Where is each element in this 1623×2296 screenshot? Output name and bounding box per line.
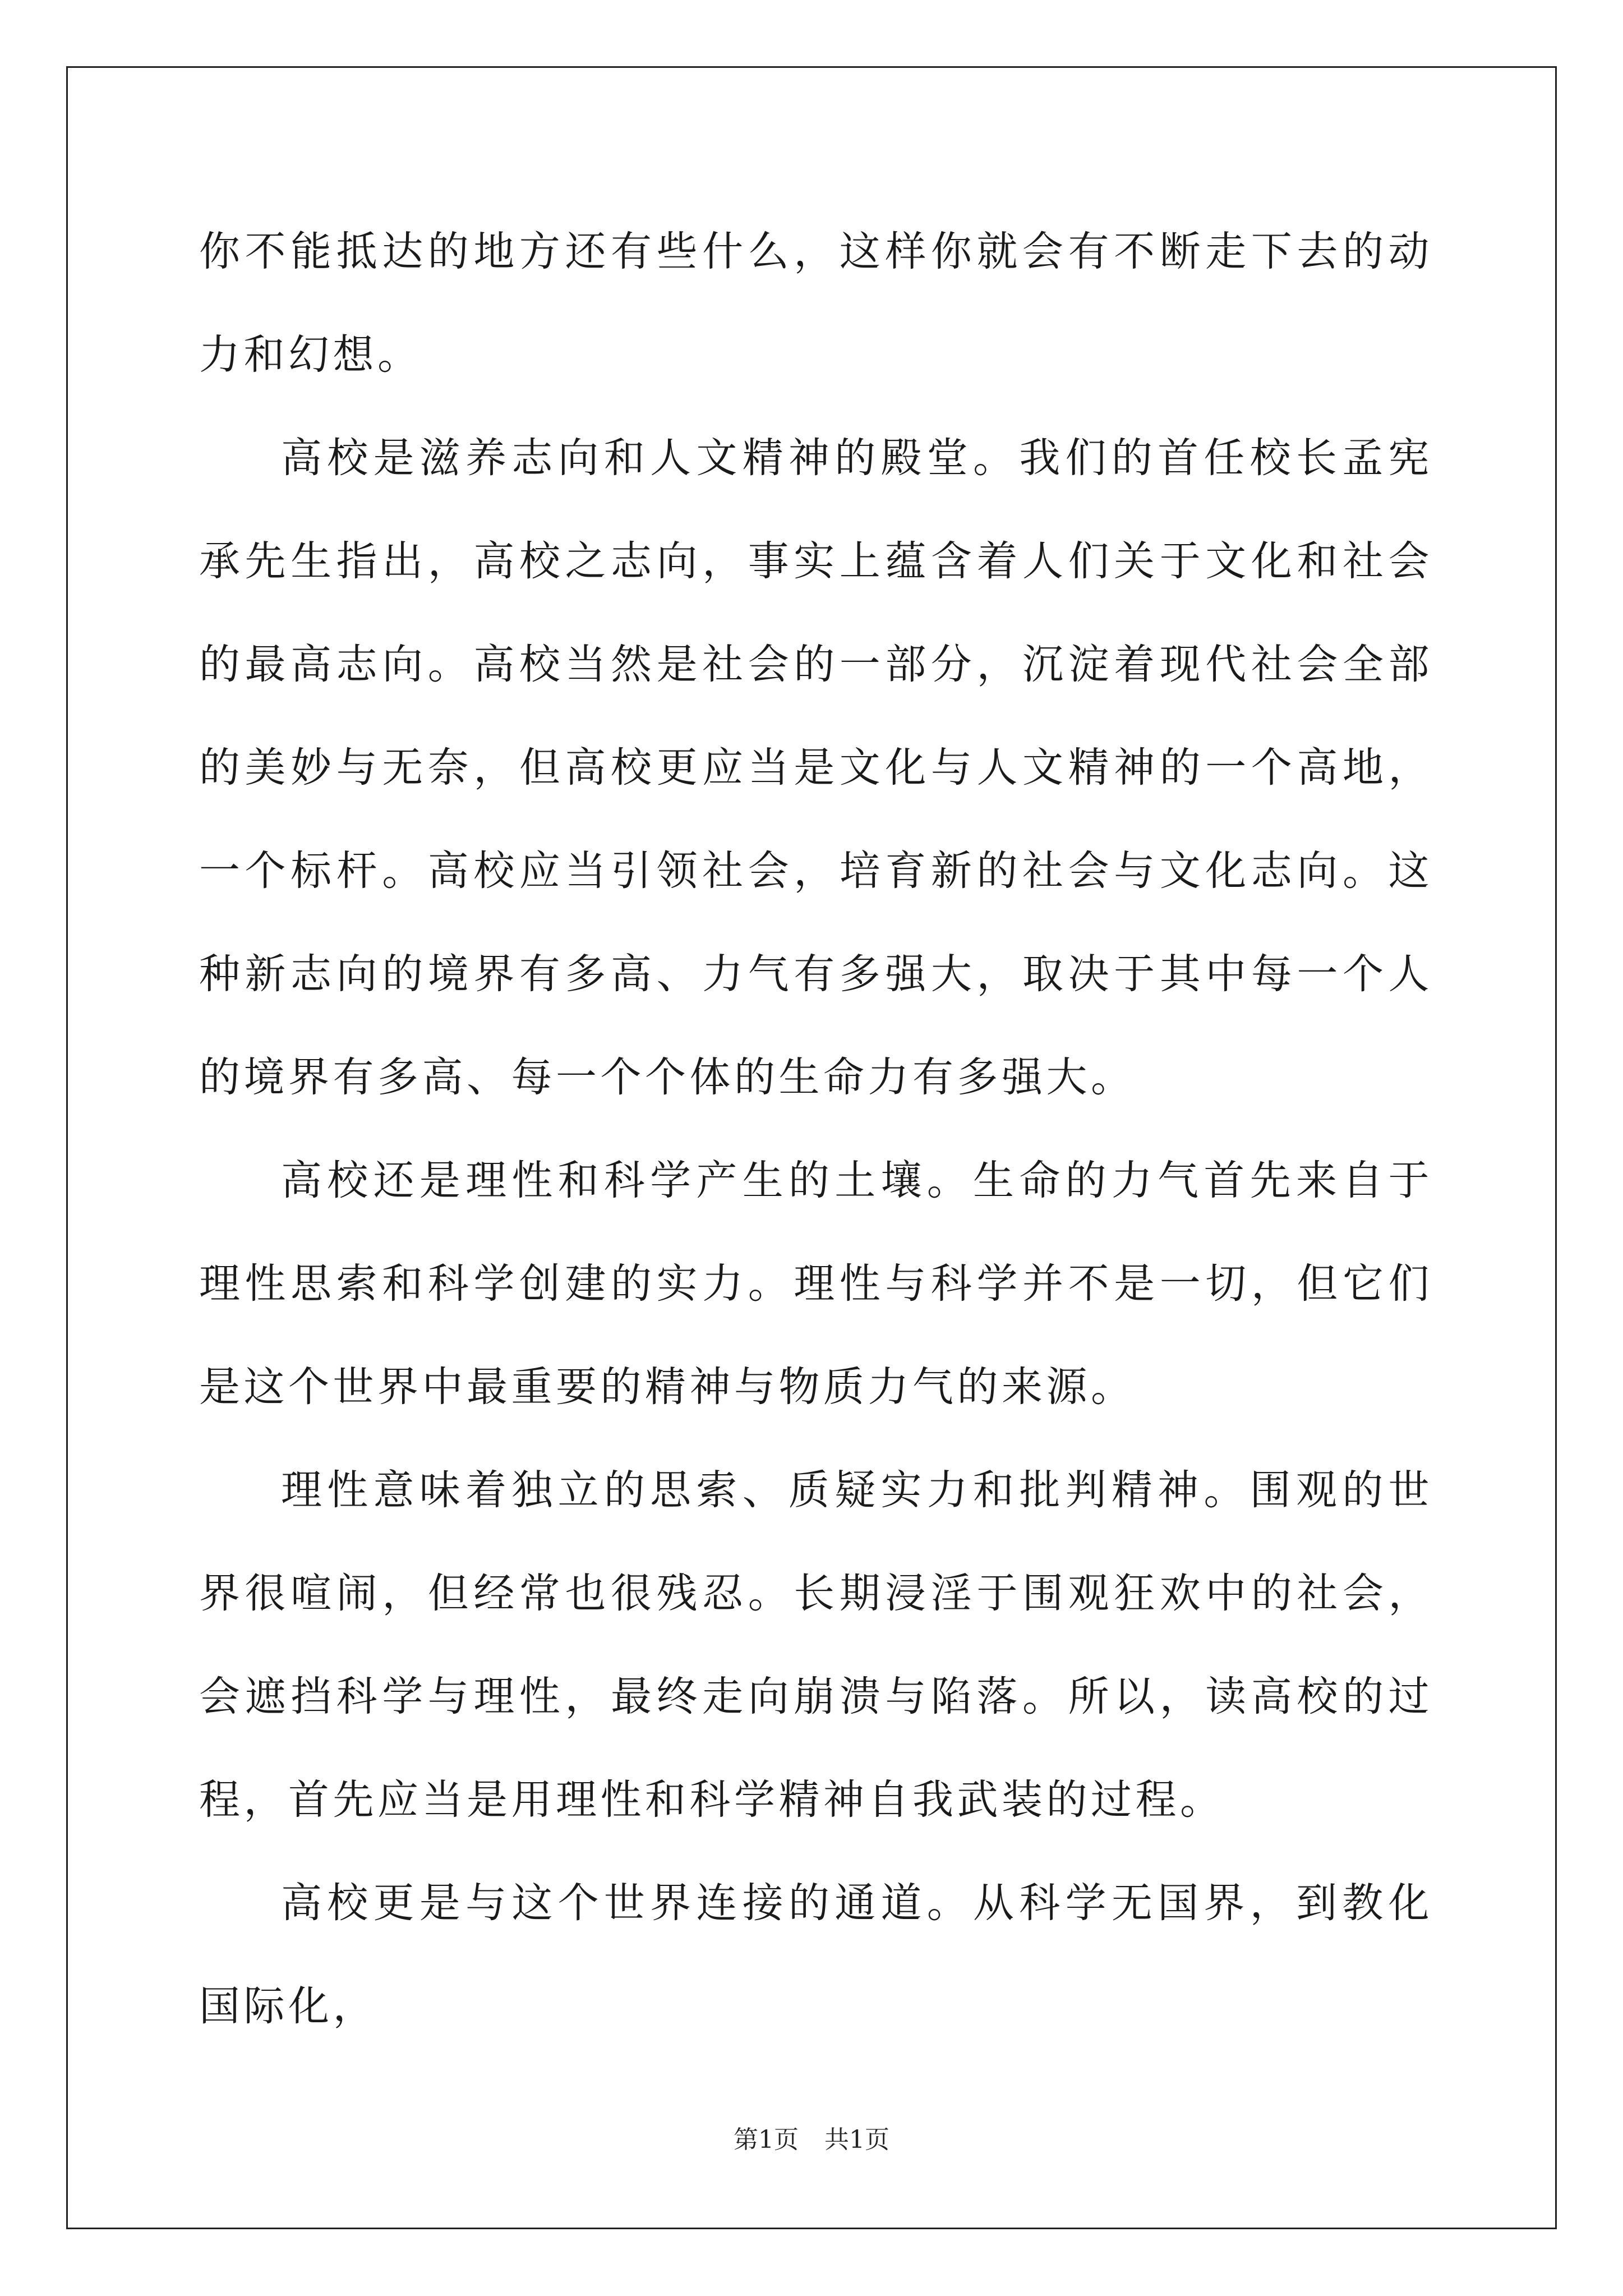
page-footer bbox=[0, 2123, 1623, 2157]
paragraph-5: 高校更是与这个世界连接的通道。从科学无国界，到教化国际化， bbox=[199, 1879, 1433, 2030]
paragraph-1: 你不能抵达的地方还有些什么，这样你就会有不断走下去的动力和幻想。 bbox=[199, 228, 1433, 379]
page-total: 共1页 bbox=[824, 2125, 889, 2154]
document-body bbox=[199, 200, 1433, 2058]
paragraph-2: 高校是滋养志向和人文精神的殿堂。我们的首任校长孟宪承先生指出，高校之志向，事实上蕴含着人们关于文化和社会的最高志向。高校当然是社会的一部分，沉淀着现代社会全部的美妙与无奈，但高校更应当是文化与人文精神的一个高地，一个标杆。高校应当引领社会，培育新的社会与文化志向。这种新志向的境界有多高、力气有多强大，取决于其中每一个人的境界有多高、每一个个体的生命力有多强大。 bbox=[199, 434, 1433, 1101]
paragraph-3: 高校还是理性和科学产生的土壤。生命的力气首先来自于理性思索和科学创建的实力。理性与科学并不是一切，但它们是这个世界中最重要的精神与物质力气的来源。 bbox=[199, 1157, 1433, 1411]
page-number: 第1页 bbox=[734, 2125, 799, 2154]
paragraph-4: 理性意味着独立的思索、质疑实力和批判精神。围观的世界很喧闹，但经常也很残忍。长期浸淫于围观狂欢中的社会，会遮挡科学与理性，最终走向崩溃与陷落。所以，读高校的过程，首先应当是用理性和科学精神自我武装的过程。 bbox=[199, 1466, 1433, 1824]
